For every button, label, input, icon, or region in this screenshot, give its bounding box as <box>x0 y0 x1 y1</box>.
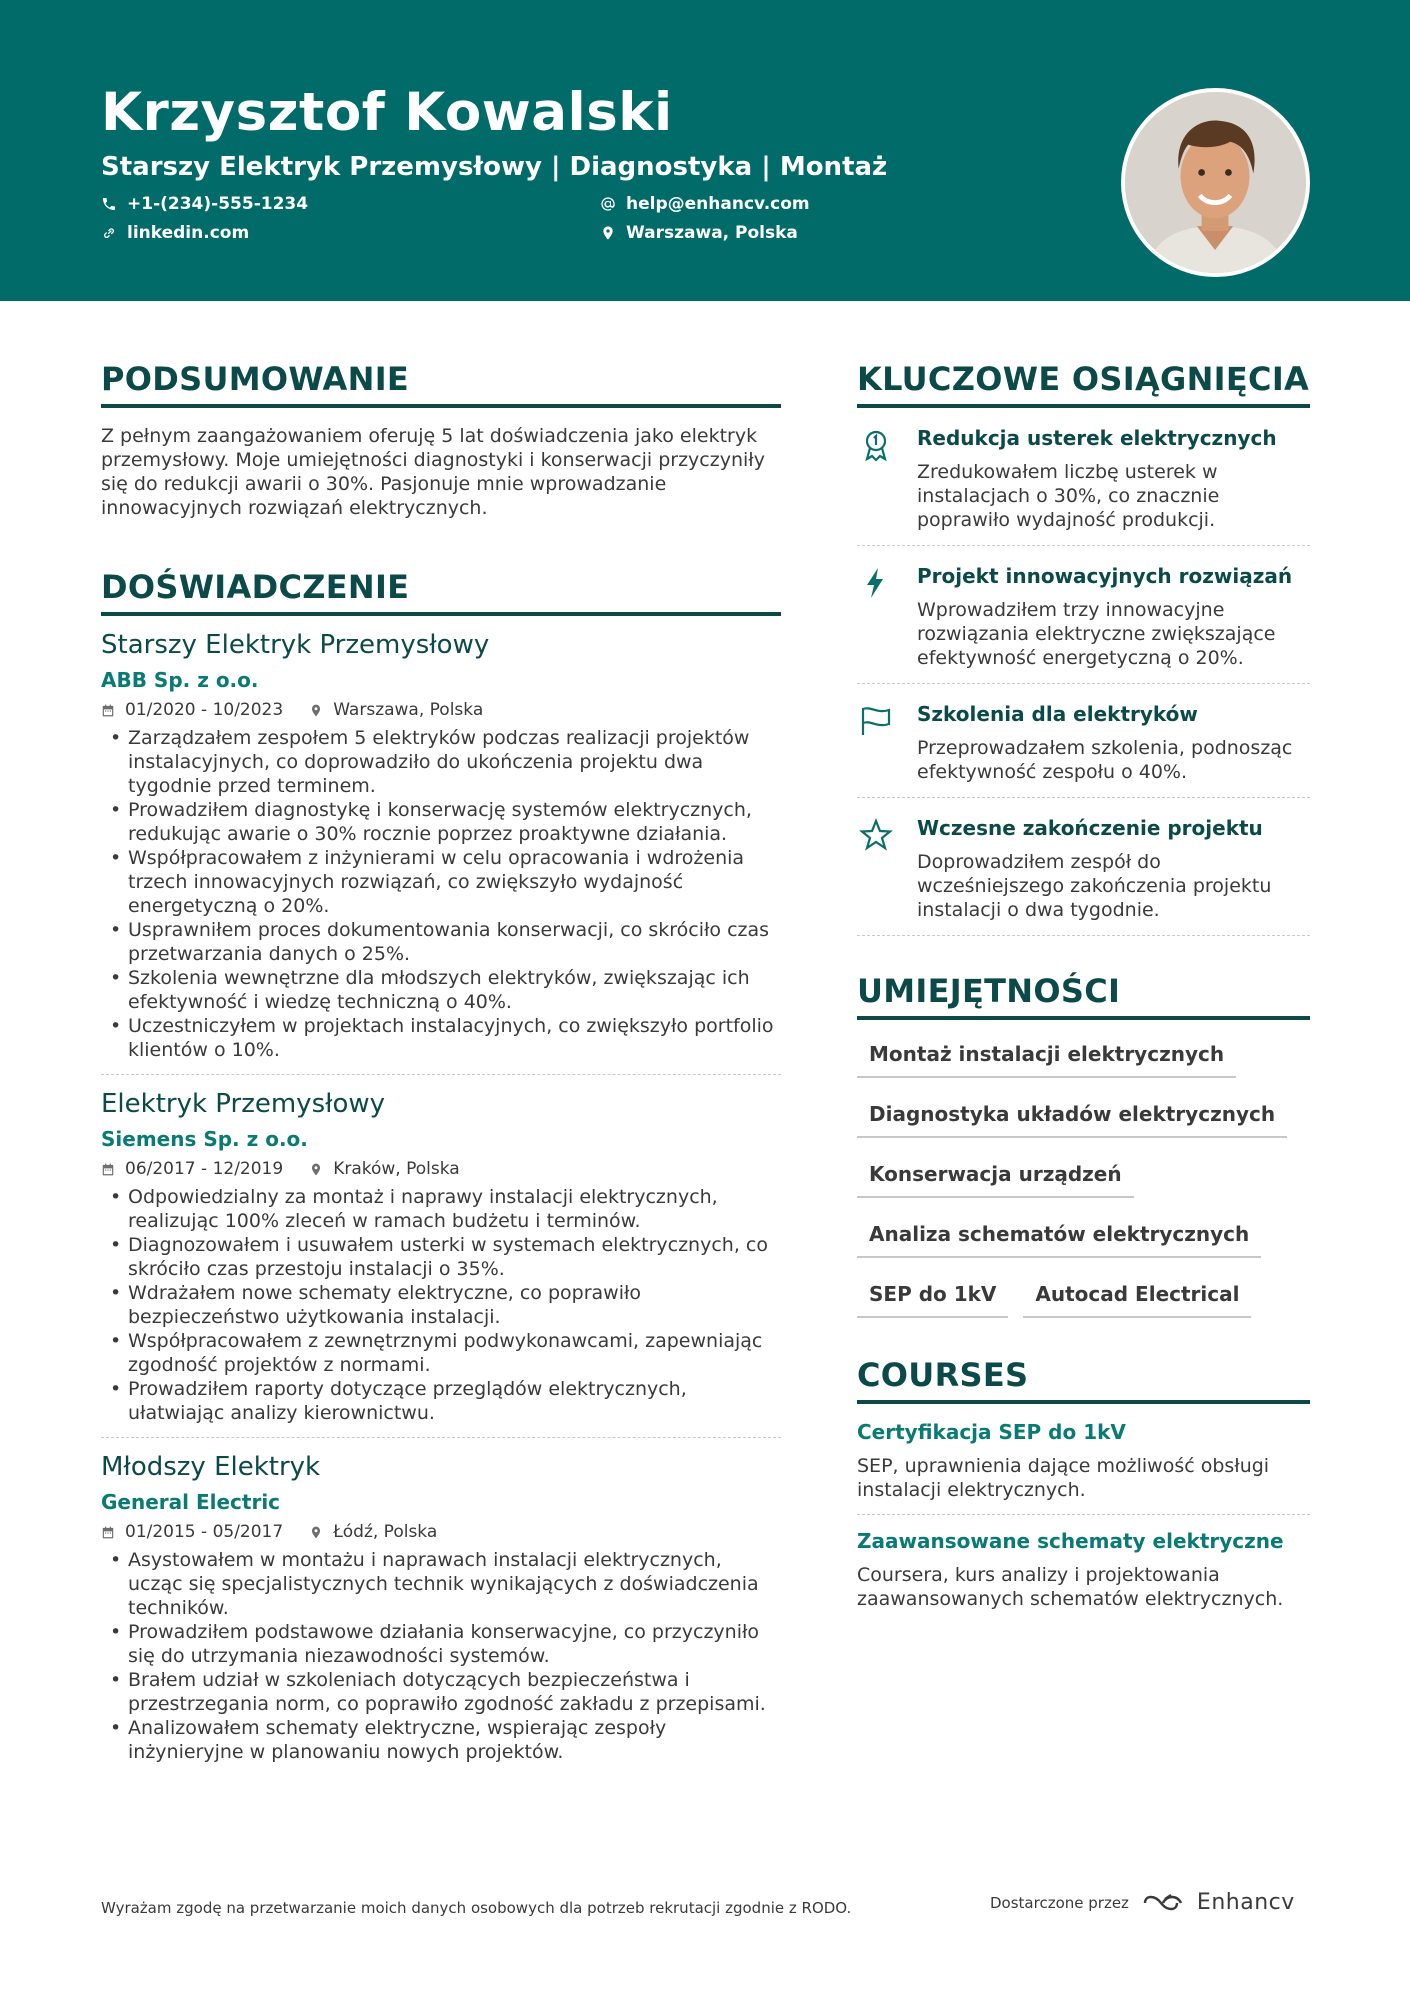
phone-icon <box>101 196 117 212</box>
list-item: • Współpracowałem z inżynierami w celu opracowania i wdrożenia trzech innowacyjnych rozwiązań, co zwiększyło wydajność energetyczną o 20%. <box>101 846 781 918</box>
achievements-heading: KLUCZOWE OSIĄGNIĘCIA <box>857 360 1310 408</box>
profile-photo <box>1121 88 1310 277</box>
at-icon <box>600 196 616 212</box>
job-entry <box>101 1452 781 1764</box>
summary-heading: PODSUMOWANIE <box>101 360 781 408</box>
star-icon <box>859 818 893 852</box>
job-dates: 06/2017 - 12/2019 <box>125 1159 284 1179</box>
skill-tag: SEP do 1kV <box>857 1274 1008 1318</box>
job-location: Kraków, Polska <box>333 1159 460 1179</box>
header-banner <box>0 0 1410 301</box>
achievement-desc: Doprowadziłem zespół do wcześniejszego zakończenia projektu instalacji o dwa tygodnie. <box>917 851 1272 921</box>
location-pin-icon <box>309 1162 323 1177</box>
job-location: Łódź, Polska <box>333 1522 438 1542</box>
achievement-item <box>857 798 1310 936</box>
list-item: • Analizowałem schematy elektryczne, wspierając zespoły inżynieryjne w planowaniu nowych projektów. <box>101 1716 781 1764</box>
skills-heading: UMIEJĘTNOŚCI <box>857 972 1310 1020</box>
list-item: • Prowadziłem raporty dotyczące przeglądów elektrycznych, ułatwiając analizy kierownictwu. <box>101 1377 781 1425</box>
list-item: • Diagnozowałem i usuwałem usterki w systemach elektrycznych, co skróciło czas przestoju instalacji o 35%. <box>101 1233 781 1281</box>
location-pin-icon <box>600 225 616 241</box>
job-dates: 01/2020 - 10/2023 <box>125 700 284 720</box>
list-item: • Usprawniłem proces dokumentowania konserwacji, co skróciło czas przetwarzania danych o 25%. <box>101 918 781 966</box>
skill-tag: Autocad Electrical <box>1023 1274 1251 1318</box>
achievement-title: Redukcja usterek elektrycznych <box>917 426 1277 450</box>
phone-text: +1-(234)-555-1234 <box>127 194 309 214</box>
job-meta <box>101 700 781 720</box>
award-icon <box>859 428 893 462</box>
job-bullets <box>101 1548 781 1764</box>
enhancv-brand: Enhancv <box>1196 1890 1295 1915</box>
avatar-portrait <box>1125 92 1306 273</box>
list-item: • Prowadziłem podstawowe działania konserwacyjne, co przyczyniło się do utrzymania niezawodności systemów. <box>101 1620 781 1668</box>
calendar-icon <box>101 1525 115 1540</box>
job-meta <box>101 1522 781 1542</box>
job-title: Starszy Elektryk Przemysłowy <box>101 630 490 660</box>
contact-email[interactable] <box>600 194 810 214</box>
link-icon <box>101 225 117 241</box>
experience-heading: DOŚWIADCZENIE <box>101 568 781 616</box>
job-entry <box>101 630 781 1075</box>
skill-tag: Analiza schematów elektrycznych <box>857 1214 1261 1258</box>
contact-location <box>600 223 798 243</box>
list-item: • Odpowiedzialny za montaż i naprawy instalacji elektrycznych, realizując 100% zleceń w ramach budżetu i terminów. <box>101 1185 781 1233</box>
achievement-item <box>857 684 1310 798</box>
calendar-icon <box>101 1162 115 1177</box>
list-item: • Brałem udział w szkoleniach dotyczących bezpieczeństwa i przestrzegania norm, co poprawiło zgodność zakładu z przepisami. <box>101 1668 781 1716</box>
job-bullets <box>101 1185 781 1425</box>
job-title: Młodszy Elektryk <box>101 1452 321 1482</box>
achievement-item <box>857 408 1310 546</box>
contact-phone[interactable] <box>101 194 308 214</box>
contact-linkedin[interactable] <box>101 223 249 243</box>
skills-list <box>857 1034 1310 1334</box>
candidate-subtitle: Starszy Elektryk Przemysłowy | Diagnostyka | Montaż <box>101 152 888 182</box>
achievement-desc: Przeprowadzałem szkolenia, podnosząc efektywność zespołu o 40%. <box>917 737 1293 783</box>
skill-tag: Diagnostyka układów elektrycznych <box>857 1094 1287 1138</box>
list-item: • Zarządzałem zespołem 5 elektryków podczas realizacji projektów instalacyjnych, co doprowadziło do ukończenia projektu dwa tygodnie przed terminem. <box>101 726 781 798</box>
list-item: • Wdrażałem nowe schematy elektryczne, co poprawiło bezpieczeństwo użytkowania instalacji. <box>101 1281 781 1329</box>
location-text: Warszawa, Polska <box>626 223 798 243</box>
course-item <box>857 1515 1310 1623</box>
list-item: • Szkolenia wewnętrzne dla młodszych elektryków, zwiększając ich efektywność i wiedzę techniczną o 40%. <box>101 966 781 1014</box>
achievement-item <box>857 546 1310 684</box>
location-pin-icon <box>309 1525 323 1540</box>
flag-icon <box>859 704 893 738</box>
divider <box>101 1074 781 1075</box>
company-name[interactable]: Siemens Sp. z o.o. <box>101 1127 308 1151</box>
location-pin-icon <box>309 703 323 718</box>
achievement-title: Szkolenia dla elektryków <box>917 702 1198 726</box>
job-bullets <box>101 726 781 1062</box>
linkedin-text: linkedin.com <box>127 223 250 243</box>
achievement-desc: Wprowadziłem trzy innowacyjne rozwiązania elektryczne zwiększające efektywność energetyczną o 20%. <box>917 599 1276 669</box>
lightning-icon <box>859 566 893 600</box>
course-desc: SEP, uprawnienia dające możliwość obsługi instalacji elektrycznych. <box>857 1455 1270 1501</box>
summary-text: Z pełnym zaangażowaniem oferuję 5 lat doświadczenia jako elektryk przemysłowy. Moje umiejętności diagnostyki i konserwacji przyczyniły się do redukcji awarii o 30%. Pasjonuje mnie wprowadzanie innowacyjnych rozwiązań elektrycznych. <box>101 425 765 519</box>
job-title: Elektryk Przemysłowy <box>101 1089 386 1119</box>
calendar-icon <box>101 703 115 718</box>
course-title: Zaawansowane schematy elektryczne <box>857 1529 1284 1553</box>
list-item: • Asystowałem w montażu i naprawach instalacji elektrycznych, ucząc się specjalistycznych technik wynikających z doświadczenia techników. <box>101 1548 781 1620</box>
skill-tag: Montaż instalacji elektrycznych <box>857 1034 1236 1078</box>
list-item: • Uczestniczyłem w projektach instalacyjnych, co zwiększyło portfolio klientów o 10%. <box>101 1014 781 1062</box>
course-item <box>857 1404 1310 1515</box>
right-column <box>857 360 1310 1623</box>
list-item: • Współpracowałem z zewnętrznymi podwykonawcami, zapewniając zgodność projektów z normami. <box>101 1329 781 1377</box>
achievement-title: Wczesne zakończenie projektu <box>917 816 1263 840</box>
divider <box>101 1437 781 1438</box>
achievement-desc: Zredukowałem liczbę usterek w instalacjach o 30%, co znacznie poprawiło wydajność produkcji. <box>917 461 1220 531</box>
job-entry <box>101 1089 781 1438</box>
company-name[interactable]: ABB Sp. z o.o. <box>101 668 259 692</box>
company-name[interactable]: General Electric <box>101 1490 281 1514</box>
job-location: Warszawa, Polska <box>333 700 484 720</box>
gdpr-consent: Wyrażam zgodę na przetwarzanie moich danych osobowych dla potrzeb rekrutacji zgodnie z RODO. <box>101 1899 852 1917</box>
course-desc: Coursera, kurs analizy i projektowania zaawansowanych schematów elektrycznych. <box>857 1564 1284 1610</box>
list-item: • Prowadziłem diagnostykę i konserwację systemów elektrycznych, redukując awarie o 30% rocznie poprzez proaktywne działania. <box>101 798 781 846</box>
courses-heading: COURSES <box>857 1356 1310 1404</box>
achievement-title: Projekt innowacyjnych rozwiązań <box>917 564 1293 588</box>
job-meta <box>101 1159 781 1179</box>
left-column <box>101 360 781 1764</box>
candidate-name: Krzysztof Kowalski <box>101 82 673 143</box>
skill-tag: Konserwacja urządzeń <box>857 1154 1134 1198</box>
powered-by-label: Dostarczone przez <box>990 1893 1129 1912</box>
job-dates: 01/2015 - 05/2017 <box>125 1522 284 1542</box>
email-text: help@enhancv.com <box>626 194 810 214</box>
course-title: Certyfikacja SEP do 1kV <box>857 1420 1126 1444</box>
enhancv-logo-icon <box>1141 1891 1185 1915</box>
powered-by[interactable] <box>990 1890 1295 1915</box>
